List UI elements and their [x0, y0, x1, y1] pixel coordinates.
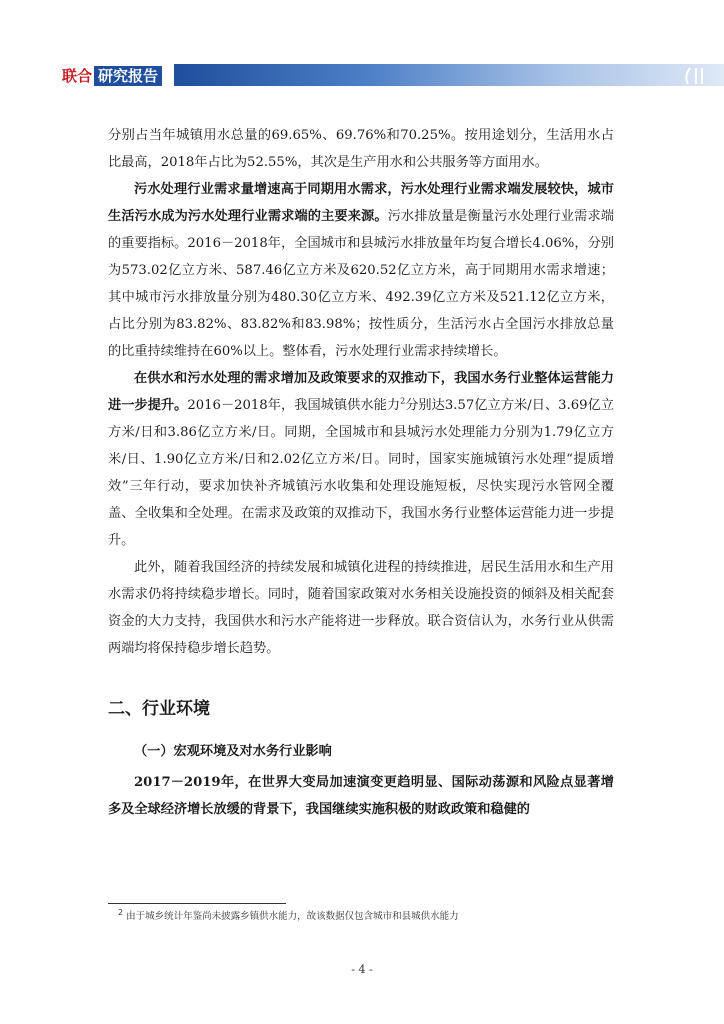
footnote-reference: 2: [400, 396, 406, 406]
paragraph-lead-sentence: 在供水和污水处理的需求增加及政策要求的双推动下，我国水务行业整体运营能力进一步提升。: [108, 371, 614, 413]
paragraph-sewage-demand: [108, 176, 614, 365]
report-type-label: 研究报告: [94, 66, 162, 86]
footnote-text: 由于城乡统计年鉴尚未披露乡镇供水能力，故该数据仅包含城市和县城供水能力: [126, 911, 459, 922]
footnote-mark: 2: [118, 907, 124, 917]
paragraph-outlook: 此外，随着我国经济的持续发展和城镇化进程的持续推进，居民生活用水和生产用水需求仍将持续稳步增长。同时，随着国家政策对水务相关设施投资的倾斜及相关配套资金的大力支持，我国供水和污水产能将进一步释放。联合资信认为，水务行业从供需两端均将保持稳步增长趋势。: [108, 560, 614, 656]
section-heading: 二、行业环境: [108, 699, 210, 719]
report-header: [0, 60, 724, 90]
paragraph-body-text: 分别达3.57亿立方米/日、3.69亿立方米/日和3.86亿立方米/日。同期，全国城市和县城污水处理能力分别为1.79亿立方米/日、1.90亿立方米/日和2.02亿立方米/日。同时，国家实施城镇污水处理“提质增效”三年行动，要求加快补齐城镇污水收集和处理设施短板，尽快实现污水管网全覆盖、全收集和全处理。在需求及政策的双推动下，我国水务行业整体运营能力进一步提升。: [108, 398, 615, 548]
main-content: [108, 122, 614, 823]
footnote-divider: [108, 903, 286, 904]
subsection-heading: （一）宏观环境及对水务行业影响: [134, 744, 332, 759]
decorative-lines-icon: [682, 66, 710, 86]
paragraph-lead-sentence: 污水处理行业需求量增速高于同期用水需求，污水处理行业需求端发展较快，城市生活污水成为污水处理行业需求端的主要来源。: [108, 182, 614, 224]
brand-logo: [62, 66, 162, 86]
page-number: - 4 -: [351, 963, 373, 976]
paragraph-macro-environment: 2017－2019年，在世界大变局加速演变更趋明显、国际动荡源和风险点显著增多及全球经济增长放缓的背景下，我国继续实施积极的财政政策和稳健的: [108, 775, 614, 817]
header-color-band: [174, 64, 724, 86]
footnote: [118, 907, 618, 924]
paragraph-body-text: 污水排放量是衡量污水处理行业需求端的重要指标。2016－2018年，全国城市和县城污水排放量年均复合增长4.06%，分别为573.02亿立方米、587.46亿立方米及620.52亿立方米，高于同期用水需求增速；其中城市污水排放量分别为480.30亿立方米、492.39亿立方米及521.12亿立方米，占比分别为83.82%、83.82%和83.98%；按性质分，生活污水占全国污水排放总量的比重持续维持在60%以上。整体看，污水处理行业需求持续增长。: [108, 209, 614, 359]
brand-name: 联合: [62, 67, 93, 85]
paragraph-body-text: 2016－2018年，我国城镇供水能力: [187, 398, 401, 413]
paragraph-operating-capacity: [108, 365, 614, 554]
paragraph-water-usage: 分别占当年城镇用水总量的69.65%、69.76%和70.25%。按用途划分，生活用水占比最高，2018年占比为52.55%，其次是生产用水和公共服务等方面用水。: [108, 128, 614, 170]
